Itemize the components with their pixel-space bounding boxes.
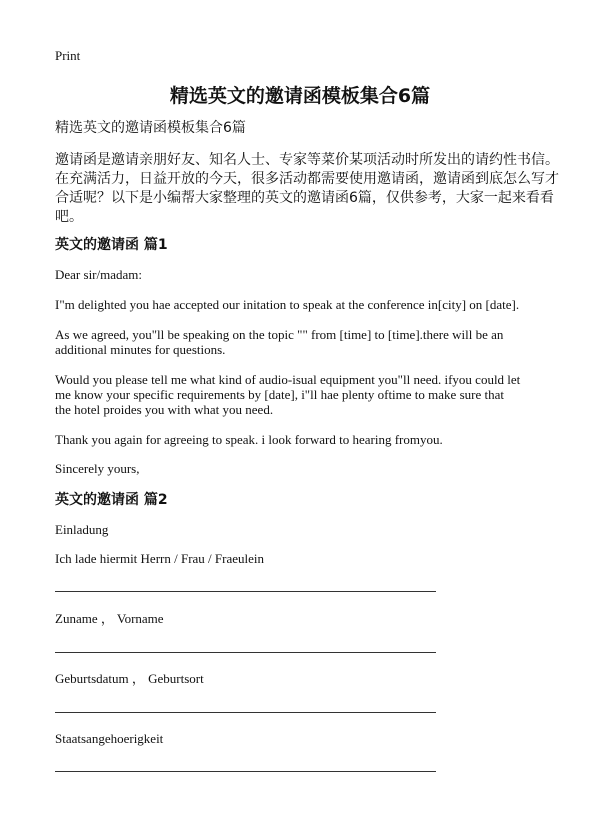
- paragraph-line: additional minutes for questions.: [55, 342, 226, 357]
- paragraph: I"m delighted you hae accepted our initation to speak at the conference in[city] on [date].: [55, 297, 520, 312]
- form-text: Ich lade hiermit Herrn / Frau / Fraeulein: [55, 551, 265, 566]
- closing: Sincerely yours,: [55, 461, 140, 476]
- form-text: Einladung: [55, 522, 109, 537]
- intro-line: 邀请函是邀请亲朋好友、知名人士、专家等菜价某项活动时所发出的请约性书信。: [55, 152, 559, 168]
- form-label: Staatsangehoerigkeit: [55, 731, 164, 746]
- page-title: 精选英文的邀请函模板集合6篇: [169, 85, 431, 107]
- blank-line: [55, 712, 436, 713]
- blank-line: [55, 771, 436, 772]
- intro-line: 吧。: [55, 209, 83, 225]
- section-heading: 英文的邀请函 篇1: [55, 237, 168, 253]
- paragraph-line: me know your specific requirements by [date], i"ll hae plenty oftime to make sure that: [55, 387, 504, 402]
- section-heading: 英文的邀请函 篇2: [55, 492, 168, 508]
- greeting: Dear sir/madam:: [55, 267, 142, 282]
- intro-line: 合适呢？以下是小编帮大家整理的英文的邀请函6篇，仅供参考，大家一起来看看: [55, 190, 554, 206]
- form-label: Geburtsdatum ， Geburtsort: [55, 671, 204, 686]
- paragraph: Thank you again for agreeing to speak. i look forward to hearing fromyou.: [55, 432, 443, 447]
- paragraph-line: As we agreed, you"ll be speaking on the topic "" from [time] to [time].there will be an: [55, 327, 504, 342]
- blank-line: [55, 652, 436, 653]
- paragraph-line: Would you please tell me what kind of audio-isual equipment you"ll need. ifyou could let: [55, 372, 521, 387]
- subtitle: 精选英文的邀请函模板集合6篇: [55, 120, 246, 136]
- blank-line: [55, 591, 436, 592]
- paragraph-line: the hotel proides you with what you need.: [55, 402, 274, 417]
- intro-line: 在充满活力，日益开放的今天，很多活动都需要使用邀请函，邀请函到底怎么写才: [55, 171, 559, 187]
- form-label: Zuname ， Vorname: [55, 611, 164, 626]
- print-link[interactable]: Print: [55, 48, 81, 63]
